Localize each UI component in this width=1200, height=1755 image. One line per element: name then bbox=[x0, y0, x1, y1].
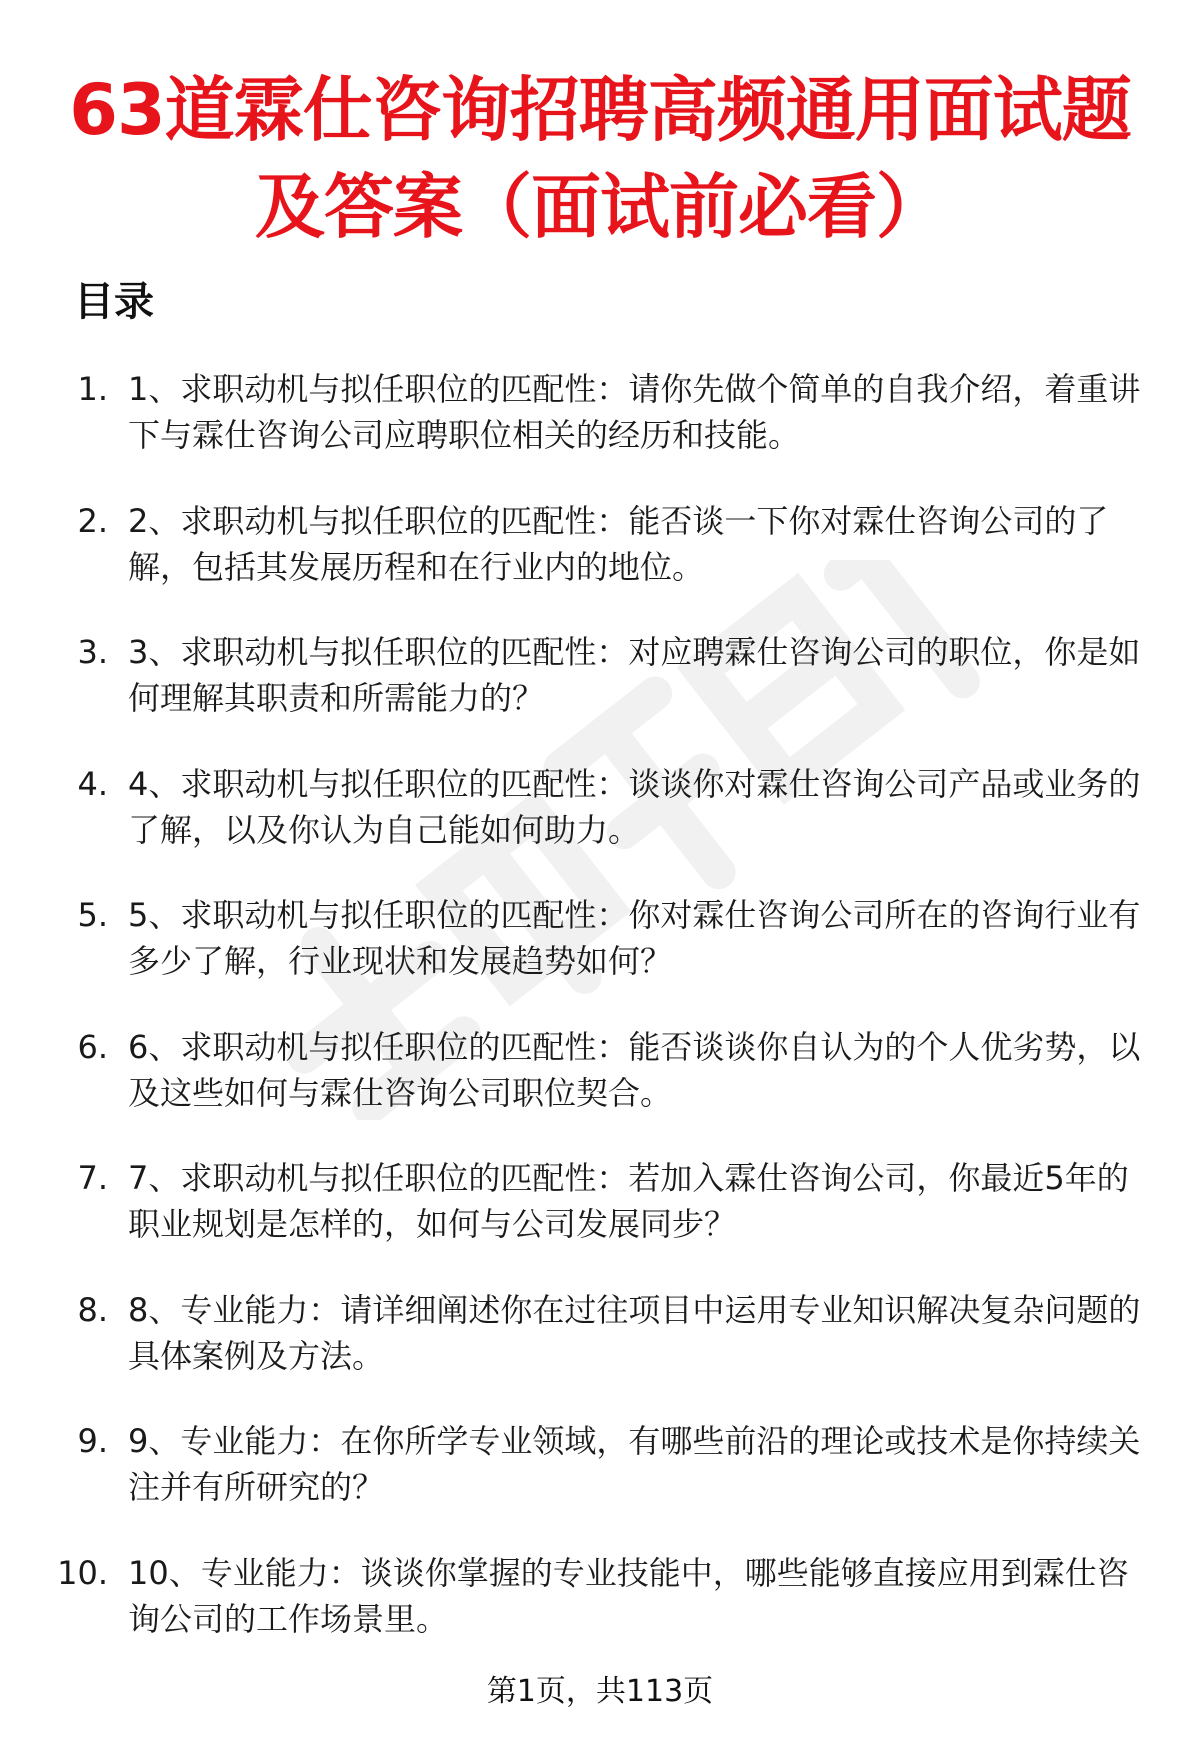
toc-item[interactable] bbox=[0, 892, 1200, 1024]
toc-item-number: 5. bbox=[77, 896, 108, 934]
toc-item[interactable] bbox=[0, 1155, 1200, 1287]
toc-item-text[interactable]: 9、专业能力：在你所学专业领域，有哪些前沿的理论或技术是你持续关注并有所研究的？ bbox=[128, 1422, 1141, 1506]
toc-item-number: 9. bbox=[77, 1422, 108, 1460]
toc-list bbox=[0, 366, 1200, 1681]
toc-item[interactable] bbox=[0, 1550, 1200, 1682]
toc-item-number: 7. bbox=[77, 1159, 108, 1197]
toc-heading: 目录 bbox=[74, 279, 154, 325]
toc-item-text[interactable]: 1、求职动机与拟任职位的匹配性：请你先做个简单的自我介绍，着重讲下与霖仕咨询公司应聘职位相关的经历和技能。 bbox=[128, 370, 1141, 454]
toc-item-number: 3. bbox=[77, 633, 108, 671]
toc-item[interactable] bbox=[0, 1287, 1200, 1419]
title-line-1: 63道霖仕咨询招聘高频通用面试题 bbox=[69, 69, 1131, 151]
toc-item-number: 8. bbox=[77, 1290, 108, 1329]
toc-item-text[interactable]: 7、求职动机与拟任职位的匹配性：若加入霖仕咨询公司，你最近5年的职业规划是怎样的，如何与公司发展同步？ bbox=[128, 1159, 1129, 1243]
toc-item-number: 2. bbox=[77, 501, 108, 540]
document-title bbox=[60, 62, 1140, 256]
page-footer: 第1页，共113页 bbox=[486, 1674, 714, 1709]
toc-item-text[interactable]: 3、求职动机与拟任职位的匹配性：对应聘霖仕咨询公司的职位，你是如何理解其职责和所需能力的？ bbox=[128, 633, 1141, 717]
toc-item[interactable] bbox=[0, 761, 1200, 893]
toc-item-number: 1. bbox=[77, 370, 108, 408]
toc-item-text[interactable]: 8、专业能力：请详细阐述你在过往项目中运用专业知识解决复杂问题的具体案例及方法。 bbox=[128, 1290, 1141, 1375]
toc-item-text[interactable]: 10、专业能力：谈谈你掌握的专业技能中，哪些能够直接应用到霖仕咨询公司的工作场景里。 bbox=[128, 1553, 1129, 1638]
toc-item-text[interactable]: 5、求职动机与拟任职位的匹配性：你对霖仕咨询公司所在的咨询行业有多少了解，行业现状和发展趋势如何？ bbox=[128, 896, 1141, 980]
toc-item-text[interactable]: 4、求职动机与拟任职位的匹配性：谈谈你对霖仕咨询公司产品或业务的了解，以及你认为自己能如何助力。 bbox=[128, 764, 1141, 849]
toc-item[interactable] bbox=[0, 1024, 1200, 1156]
toc-item-number: 4. bbox=[77, 764, 108, 803]
title-line-2: 及答案（面试前必看） bbox=[255, 166, 945, 248]
toc-item[interactable] bbox=[0, 498, 1200, 630]
toc-item[interactable] bbox=[0, 1418, 1200, 1550]
toc-item-number: 10. bbox=[57, 1553, 108, 1592]
toc-item[interactable] bbox=[0, 366, 1200, 498]
toc-item-text[interactable]: 2、求职动机与拟任职位的匹配性：能否谈一下你对霖仕咨询公司的了解，包括其发展历程和在行业内的地位。 bbox=[128, 501, 1109, 586]
toc-item[interactable] bbox=[0, 629, 1200, 761]
toc-item-number: 6. bbox=[77, 1027, 108, 1066]
toc-item-text[interactable]: 6、求职动机与拟任职位的匹配性：能否谈谈你自认为的个人优劣势，以及这些如何与霖仕咨询公司职位契合。 bbox=[128, 1027, 1141, 1112]
